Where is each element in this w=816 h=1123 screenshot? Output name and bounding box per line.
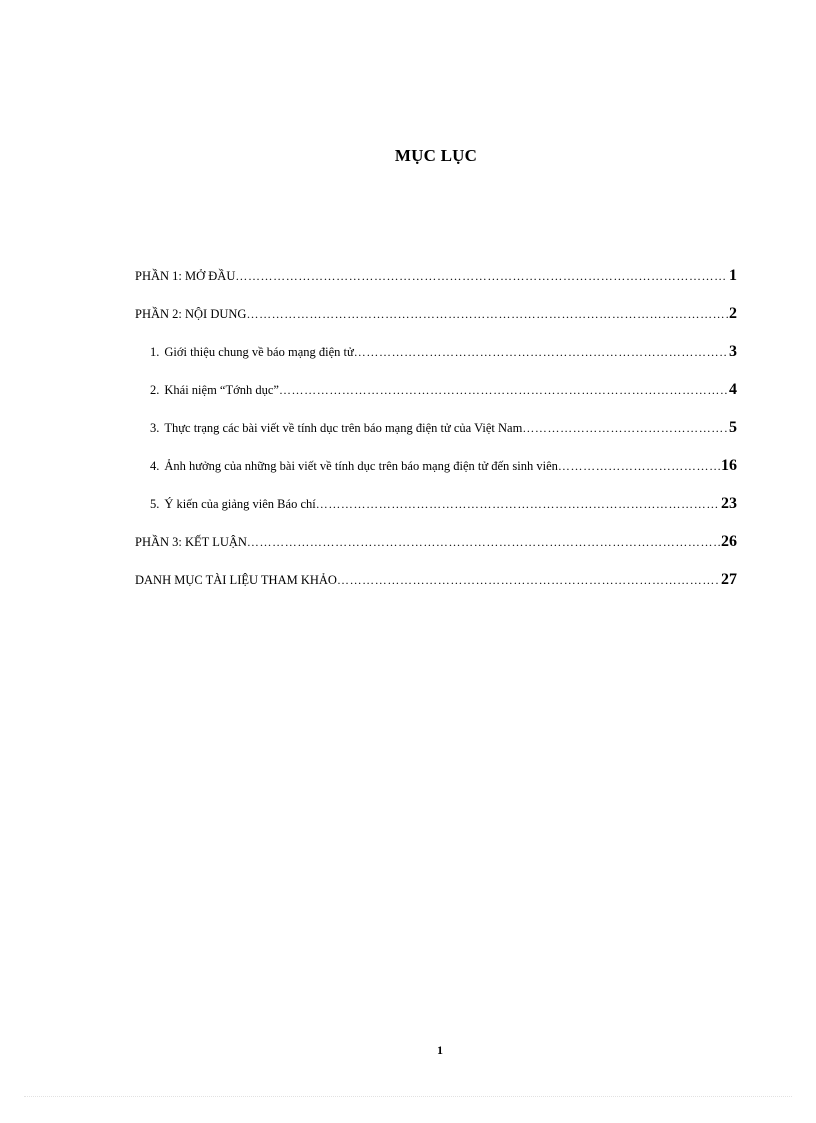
- toc-entry-label: [150, 380, 279, 400]
- toc-entry-page: 1: [729, 267, 737, 284]
- toc-entry-text: Ý kiến của giảng viên Báo chí: [164, 497, 316, 511]
- toc-entry-label: DANH MỤC TÀI LIỆU THAM KHẢO: [135, 573, 337, 587]
- toc-entry-section-3[interactable]: [150, 418, 737, 438]
- toc-entry-text: Khái niệm “Tớnh dục”: [164, 383, 279, 397]
- page-bottom-divider: [24, 1096, 792, 1097]
- toc-entry-label: [150, 342, 354, 362]
- toc-entry-references[interactable]: [135, 570, 737, 590]
- toc-entry-section-5[interactable]: [150, 494, 737, 514]
- toc-entry-part-3[interactable]: [135, 532, 737, 552]
- page-number: 1: [437, 1043, 443, 1057]
- toc-dot-leader: [235, 266, 728, 286]
- toc-dot-leader: [354, 342, 728, 362]
- toc-dot-leader: [337, 570, 720, 590]
- toc-entry-label: PHẦN 1: MỞ ĐẦU: [135, 269, 236, 283]
- toc-dot-leader: [246, 304, 728, 324]
- toc-dot-leader: [279, 380, 728, 400]
- toc-entry-label: PHẦN 2: NỘI DUNG: [135, 307, 247, 321]
- toc-entry-text: Giới thiệu chung về báo mạng điện tử: [164, 345, 354, 359]
- toc-dot-leader: [558, 456, 720, 476]
- toc-entry-label: [150, 418, 522, 438]
- toc-dot-leader: [522, 418, 728, 438]
- toc-entry-section-4[interactable]: [150, 456, 737, 476]
- toc-entry-page: 3: [729, 343, 737, 360]
- toc-entry-section-1[interactable]: [150, 342, 737, 362]
- toc-entry-page: 5: [729, 419, 737, 436]
- toc-entry-label: PHẦN 3: KẾT LUẬN: [135, 535, 247, 549]
- toc-entry-part-2[interactable]: [135, 304, 737, 324]
- toc-dot-leader: [316, 494, 720, 514]
- toc-entry-page: 4: [729, 381, 737, 398]
- toc-entry-section-2[interactable]: [150, 380, 737, 400]
- toc-entry-page: 2: [729, 305, 737, 322]
- toc-entry-page: 16: [721, 457, 737, 474]
- toc-entry-text: Thực trạng các bài viết về tính dục trên báo mạng điện tử của Việt Nam: [164, 421, 523, 435]
- toc-entry-page: 23: [721, 495, 737, 512]
- toc-entry-number: 2.: [150, 383, 160, 397]
- toc-entry-page: 26: [721, 533, 737, 550]
- toc-entry-text: Ảnh hưởng của những bài viết về tính dục trên báo mạng điện tử đến sinh viên: [164, 459, 558, 473]
- toc-entry-number: 5.: [150, 497, 160, 511]
- toc-entry-label: [150, 494, 316, 514]
- toc-entry-page: 27: [721, 571, 737, 588]
- toc-entry-number: 4.: [150, 459, 160, 473]
- toc-dot-leader: [247, 532, 720, 552]
- toc-entry-number: 1.: [150, 345, 160, 359]
- page-title: MỤC LỤC: [394, 146, 478, 165]
- toc-entry-label: [150, 456, 558, 476]
- toc-entry-number: 3.: [150, 421, 160, 435]
- toc-entry-part-1[interactable]: [135, 266, 737, 286]
